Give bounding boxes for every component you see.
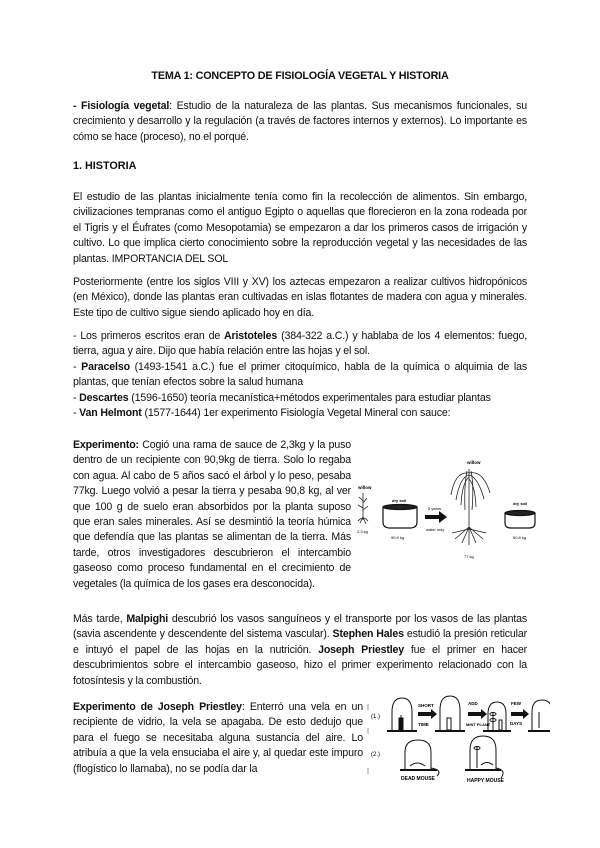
svg-text:(2.): (2.)	[371, 752, 380, 758]
svg-text:2.3 kg: 2.3 kg	[357, 529, 368, 534]
page-title: TEMA 1: CONCEPTO DE FISIOLOGÍA VEGETAL Y HISTORIA	[151, 70, 449, 82]
svg-text:dry soil: dry soil	[513, 501, 528, 506]
bullet-van-helmont: - Van Helmont (1577-1644) 1er experimento Fisiología Vegetal Mineral con sauce:	[73, 407, 451, 420]
soil-pot-left-icon	[383, 505, 417, 529]
experiment-priestley-label: Experimento de Joseph Priestley	[73, 701, 242, 713]
svg-text:MINT PLANT: MINT PLANT	[466, 722, 491, 727]
svg-text:5 years: 5 years	[428, 506, 442, 511]
history-bullets	[73, 329, 527, 421]
svg-text:90.8 kg: 90.8 kg	[513, 535, 527, 540]
experiment-label: Experimento:	[73, 439, 139, 451]
bell-jar-final-icon	[528, 700, 550, 731]
svg-text:dry soil: dry soil	[392, 498, 407, 503]
svg-text:willow: willow	[467, 460, 481, 465]
svg-text:DEAD MOUSE: DEAD MOUSE	[401, 776, 435, 782]
svg-text:ADD: ADD	[468, 701, 478, 706]
history-paragraph-2: Posteriormente (entre los siglos VIII y XV) los aztecas empezaron a realizar cultivos hidropónicos (en México), donde las plantas eran cultivadas en islas flotantes de madera con agua y minerales. Este tipo de cultivo sigue siendo aplicado hoy en día.	[73, 276, 527, 319]
history-paragraph-3: Más tarde, Malpighi descubrió los vasos sanguíneos y el transporte por los vasos de las plantas (savia ascendente y descendente del sistema vascular). Stephen Hales estudió la presión reticular e intuyó el papel de las hojas en la nutrición. Joseph Priestley fue el primer en hacer descubrimientos sobre el intercambio gaseoso, hizo el primer experimento relacionado con la fotosíntesis y la combustión.	[73, 613, 528, 687]
definition-text: : Estudio de la naturaleza de las plantas. Sus mecanismos funcionales, su crecimiento y desarrollo y la regulación (a través de factores internos y externos). Lo importante es cómo se hace (proceso), no el porqué.	[73, 100, 528, 143]
bell-jar-happy-mouse-icon	[465, 736, 503, 778]
svg-text:TIME: TIME	[418, 722, 429, 727]
svg-text:SHORT: SHORT	[418, 703, 434, 708]
history-paragraph-1: El estudio de las plantas inicialmente tenía como fin la recolección de alimentos. Sin embargo, civilizaciones tempranas como el antiguo Egipto o aquellas que florecieron en la zona rodeada por el Tigris y el Éufrates (como Mesopotamia) se empezaron a dar los primeros casos de irrigación y cultivo. Lo que implica cierto conocimiento sobre la reproducción vegetal y las necesidades de las plantas. IMPORTANCIA DEL SOL	[73, 191, 527, 265]
experiment-priestley: Experimento de Joseph Priestley: Enterró una vela en un recipiente de vidrio, la vela se apagaba. De esto dedujo que para el fuego se necesitaba alguna sustancia del aire. Lo atribuía a que la vela ensuciaba el aire y, al quedar este impuro (flogístico lo llamaba), no se podía dar la	[73, 701, 363, 775]
svg-text:water only: water only	[426, 527, 445, 532]
svg-text:(1.): (1.)	[371, 714, 380, 720]
svg-text:FEW: FEW	[511, 701, 521, 706]
large-willow-icon	[451, 469, 490, 545]
bell-jar-dead-mouse-icon	[400, 740, 439, 776]
arrow-right-icon	[418, 709, 437, 719]
arrow-right-icon	[468, 709, 487, 719]
bullet-paracelso: - Paracelso (1493-1541 a.C.) fue el primer citoquímico, habla de la química o alquimia de las plantas, que tenían efectos sobre la salud humana	[73, 360, 528, 389]
definition-term: - Fisiología vegetal	[73, 100, 170, 112]
svg-text:90.9 kg: 90.9 kg	[391, 535, 405, 540]
arrow-right-icon	[511, 709, 529, 719]
small-willow-icon	[358, 493, 368, 524]
svg-text:HAPPY MOUSE: HAPPY MOUSE	[467, 778, 504, 784]
svg-text:willow: willow	[358, 485, 372, 490]
bullet-descartes: - Descartes (1596-1650) teoría mecanística+métodos experimentales para estudiar plantas	[73, 391, 491, 404]
definition-paragraph	[73, 99, 527, 145]
experiment-van-helmont: Experimento: Cogió una rama de sauce de 2,3kg y la puso dentro de un recipiente con 90,9kg de tierra. Solo lo regaba con agua. Al cabo de 5 años sacó el árbol y lo peso, pesaba 77kg. Luego volvió a pesar la tierra y pesaba 90,8 kg, al ver que 100 g de suelo eran absorbidos por la planta suposo que eran sales minerales. Así se desmintió la teoría húmica que defendía que las plantas se alimentan de la tierra. Más tarde, otros investigadores descubrieron el intercambio gaseoso como proceso fundamental en el crecimiento de vegetales (la química de los gases era desconocida).	[73, 439, 351, 590]
svg-text:77 kg: 77 kg	[464, 554, 474, 559]
soil-pot-right-icon	[505, 511, 535, 529]
svg-text:DAYS: DAYS	[510, 721, 523, 726]
section-heading-historia: 1. HISTORIA	[73, 160, 137, 172]
bullet-aristoteles: - Los primeros escritos eran de Aristoteles (384-322 a.C.) y hablaba de los 4 elementos: fuego, tierra, agua y aire. Dijo que había relación entre las hojas y el sol.	[73, 330, 527, 358]
willow-experiment-figure	[350, 455, 550, 570]
bell-jar-candle-out-icon	[435, 696, 465, 731]
arrow-right-icon	[425, 511, 447, 523]
bell-jar-candle-icon	[387, 698, 417, 731]
priestley-experiment-figure	[365, 690, 550, 785]
